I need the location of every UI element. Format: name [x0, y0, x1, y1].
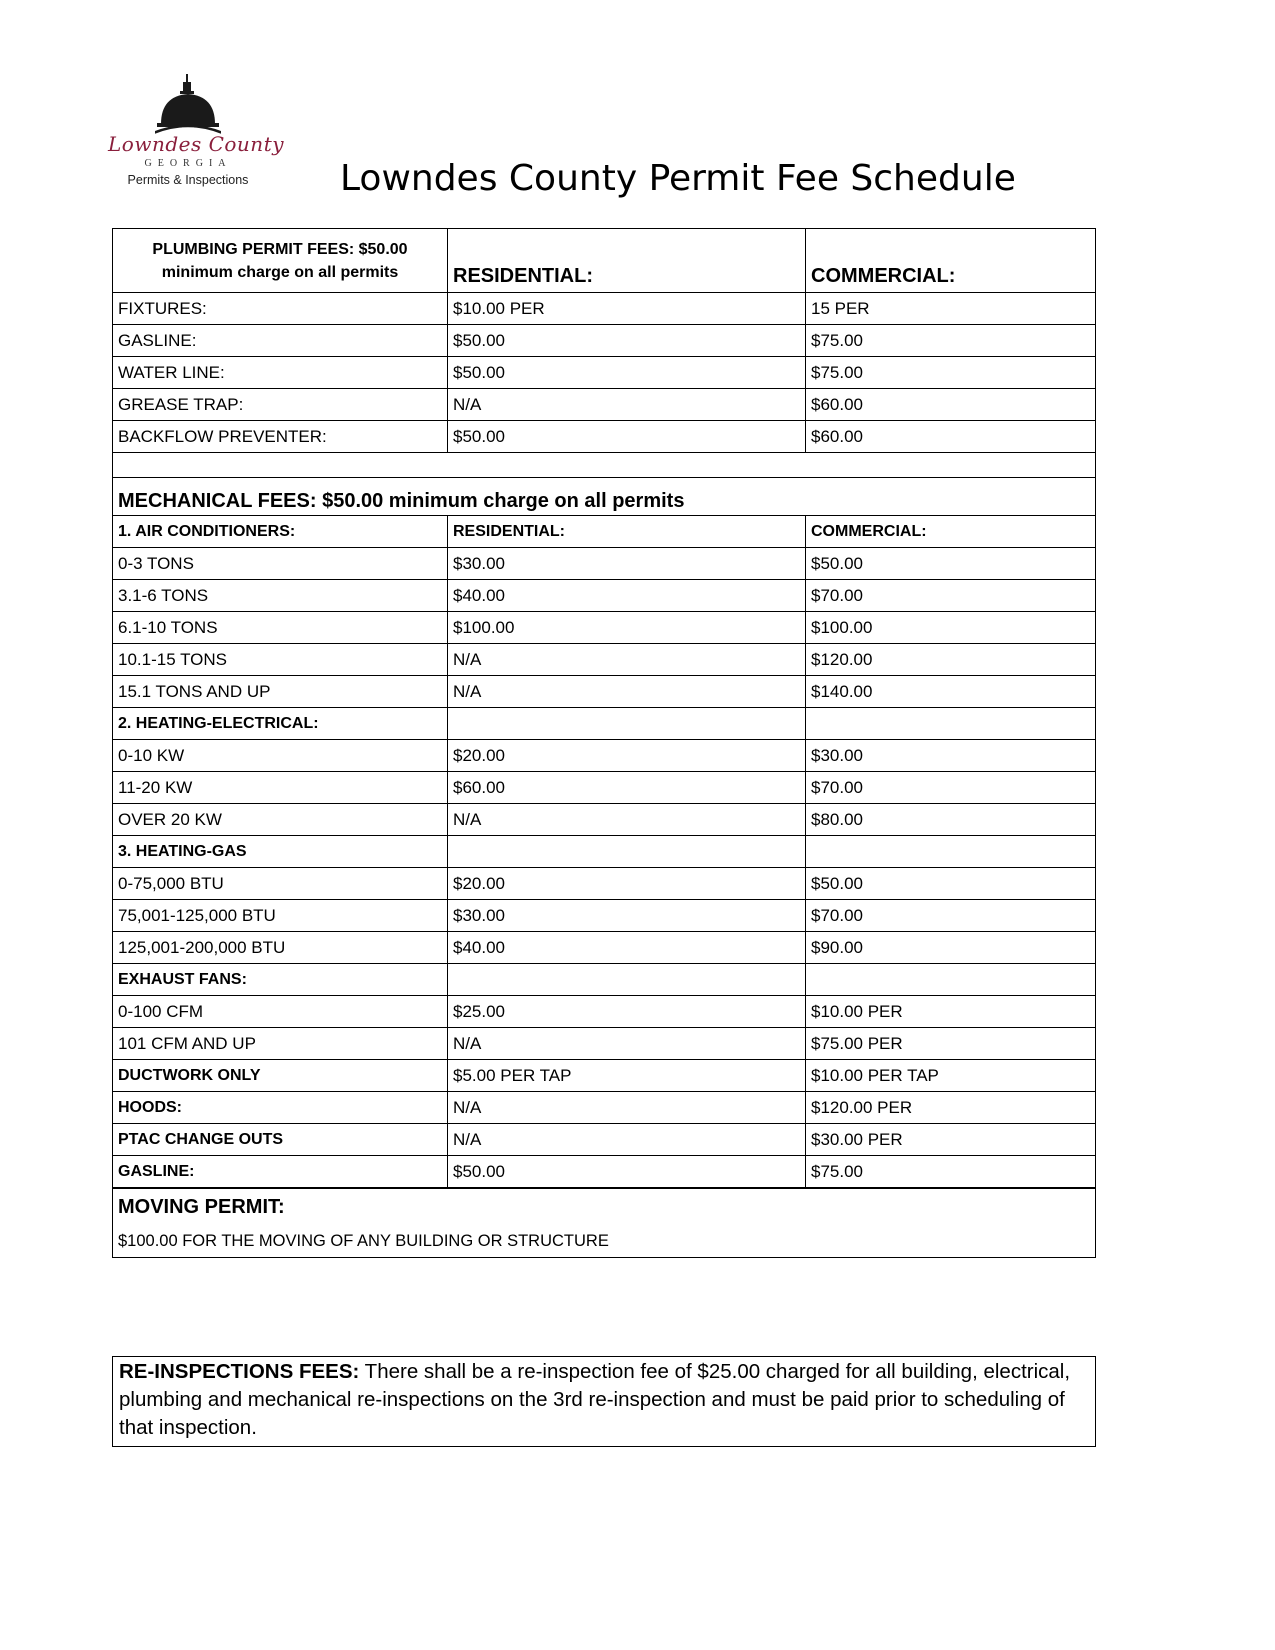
commercial-fee: $70.00 [806, 772, 1096, 804]
spacer-cell [113, 453, 1096, 478]
commercial-fee: $75.00 [806, 325, 1096, 357]
fee-item: 0-10 KW [113, 740, 448, 772]
fee-item: GASLINE: [113, 1156, 448, 1189]
reinspection-text: There shall be a re-inspection fee of $25.00 charged for all building, electrical, plumbing and mechanical re-inspections on the 3rd re-inspection and must be paid prior to scheduling of that inspection. [119, 1360, 1071, 1439]
table-row [113, 932, 1096, 964]
fee-item: 0-75,000 BTU [113, 868, 448, 900]
commercial-fee [806, 708, 1096, 740]
commercial-fee: $80.00 [806, 804, 1096, 836]
commercial-fee: $120.00 PER [806, 1092, 1096, 1124]
residential-fee: $25.00 [448, 996, 806, 1028]
fee-item: 75,001-125,000 BTU [113, 900, 448, 932]
commercial-fee: $100.00 [806, 612, 1096, 644]
fee-item: 3. HEATING-GAS [113, 836, 448, 868]
residential-fee: $60.00 [448, 772, 806, 804]
courthouse-dome-icon [155, 74, 221, 136]
residential-fee: N/A [448, 1028, 806, 1060]
residential-fee: N/A [448, 676, 806, 708]
commercial-fee: $50.00 [806, 548, 1096, 580]
fee-item: PTAC CHANGE OUTS [113, 1124, 448, 1156]
table-row [113, 996, 1096, 1028]
reinspection-label: RE-INSPECTIONS FEES: [119, 1360, 360, 1383]
fee-item: 15.1 TONS AND UP [113, 676, 448, 708]
fee-item: WATER LINE: [113, 357, 448, 389]
residential-fee [448, 836, 806, 868]
county-logo [108, 74, 285, 194]
fee-item: FIXTURES: [113, 293, 448, 325]
mechanical-residential-header: RESIDENTIAL: [448, 516, 806, 548]
residential-fee: $10.00 PER [448, 293, 806, 325]
residential-fee: N/A [448, 389, 806, 421]
table-row [113, 1156, 1096, 1189]
residential-fee: N/A [448, 804, 806, 836]
reinspection-fees-note [112, 1356, 1096, 1447]
fee-item: GASLINE: [113, 325, 448, 357]
fee-item: HOODS: [113, 1092, 448, 1124]
table-row [113, 740, 1096, 772]
fee-item: GREASE TRAP: [113, 389, 448, 421]
logo-county-name: Lowndes County [108, 132, 285, 156]
logo-subtitle: Permits & Inspections [127, 173, 249, 187]
fee-item: 2. HEATING-ELECTRICAL: [113, 708, 448, 740]
moving-permit-title: MOVING PERMIT: [113, 1188, 1096, 1225]
commercial-fee: $30.00 [806, 740, 1096, 772]
commercial-fee: $70.00 [806, 900, 1096, 932]
table-row [113, 772, 1096, 804]
table-row [113, 868, 1096, 900]
commercial-fee: $70.00 [806, 580, 1096, 612]
fee-item: DUCTWORK ONLY [113, 1060, 448, 1092]
residential-fee: $30.00 [448, 548, 806, 580]
residential-fee: $30.00 [448, 900, 806, 932]
table-row [113, 676, 1096, 708]
commercial-fee: $10.00 PER TAP [806, 1060, 1096, 1092]
commercial-fee: $10.00 PER [806, 996, 1096, 1028]
fee-item: 3.1-6 TONS [113, 580, 448, 612]
commercial-fee: $75.00 [806, 357, 1096, 389]
table-row [113, 644, 1096, 676]
residential-fee: $100.00 [448, 612, 806, 644]
commercial-fee: $75.00 PER [806, 1028, 1096, 1060]
commercial-fee: 15 PER [806, 293, 1096, 325]
residential-fee: $5.00 PER TAP [448, 1060, 806, 1092]
fee-item: 10.1-15 TONS [113, 644, 448, 676]
table-row [113, 548, 1096, 580]
fee-item: OVER 20 KW [113, 804, 448, 836]
table-row [113, 836, 1096, 868]
residential-fee: $50.00 [448, 325, 806, 357]
moving-permit-title-row [113, 1188, 1096, 1225]
moving-permit-text-row [113, 1225, 1096, 1258]
plumbing-residential-header: RESIDENTIAL: [448, 229, 806, 293]
table-row [113, 964, 1096, 996]
commercial-fee: $30.00 PER [806, 1124, 1096, 1156]
plumbing-header-row [113, 229, 1096, 293]
table-row [113, 293, 1096, 325]
fee-item: 125,001-200,000 BTU [113, 932, 448, 964]
fee-item: BACKFLOW PREVENTER: [113, 421, 448, 453]
commercial-fee [806, 836, 1096, 868]
commercial-fee: $120.00 [806, 644, 1096, 676]
residential-fee: $50.00 [448, 421, 806, 453]
residential-fee [448, 708, 806, 740]
commercial-fee: $90.00 [806, 932, 1096, 964]
fee-item: 0-3 TONS [113, 548, 448, 580]
commercial-fee: $140.00 [806, 676, 1096, 708]
commercial-fee: $60.00 [806, 389, 1096, 421]
moving-permit-text: $100.00 FOR THE MOVING OF ANY BUILDING OR STRUCTURE [113, 1225, 1096, 1258]
mechanical-commercial-header: COMMERCIAL: [806, 516, 1096, 548]
residential-fee: $50.00 [448, 1156, 806, 1189]
table-row [113, 325, 1096, 357]
table-row [113, 900, 1096, 932]
table-row [113, 421, 1096, 453]
table-row [113, 580, 1096, 612]
table-row [113, 708, 1096, 740]
residential-fee: $40.00 [448, 580, 806, 612]
table-row [113, 1028, 1096, 1060]
commercial-fee: $75.00 [806, 1156, 1096, 1189]
fee-item: 6.1-10 TONS [113, 612, 448, 644]
fee-item: 0-100 CFM [113, 996, 448, 1028]
residential-fee: N/A [448, 1124, 806, 1156]
commercial-fee: $60.00 [806, 421, 1096, 453]
table-row [113, 804, 1096, 836]
residential-fee: $20.00 [448, 740, 806, 772]
mechanical-header-row [113, 478, 1096, 516]
table-row [113, 516, 1096, 548]
table-row [113, 357, 1096, 389]
fee-item: 101 CFM AND UP [113, 1028, 448, 1060]
table-row [113, 1060, 1096, 1092]
table-row [113, 1092, 1096, 1124]
table-row [113, 612, 1096, 644]
plumbing-commercial-header: COMMERCIAL: [806, 229, 1096, 293]
residential-fee [448, 964, 806, 996]
fee-item: 1. AIR CONDITIONERS: [113, 516, 448, 548]
logo-state: GEORGIA [144, 158, 232, 169]
fee-item: EXHAUST FANS: [113, 964, 448, 996]
page-title: Lowndes County Permit Fee Schedule [340, 158, 1016, 199]
residential-fee: $50.00 [448, 357, 806, 389]
residential-fee: N/A [448, 1092, 806, 1124]
plumbing-header: PLUMBING PERMIT FEES: $50.00 minimum charge on all permits [113, 229, 448, 293]
residential-fee: $40.00 [448, 932, 806, 964]
spacer-row [113, 453, 1096, 478]
fee-schedule-body [113, 229, 1096, 1258]
table-row [113, 1124, 1096, 1156]
commercial-fee [806, 964, 1096, 996]
residential-fee: N/A [448, 644, 806, 676]
table-row [113, 389, 1096, 421]
fee-schedule-table [112, 228, 1096, 1258]
residential-fee: $20.00 [448, 868, 806, 900]
commercial-fee: $50.00 [806, 868, 1096, 900]
mechanical-header: MECHANICAL FEES: $50.00 minimum charge on all permits [113, 478, 1096, 516]
fee-item: 11-20 KW [113, 772, 448, 804]
